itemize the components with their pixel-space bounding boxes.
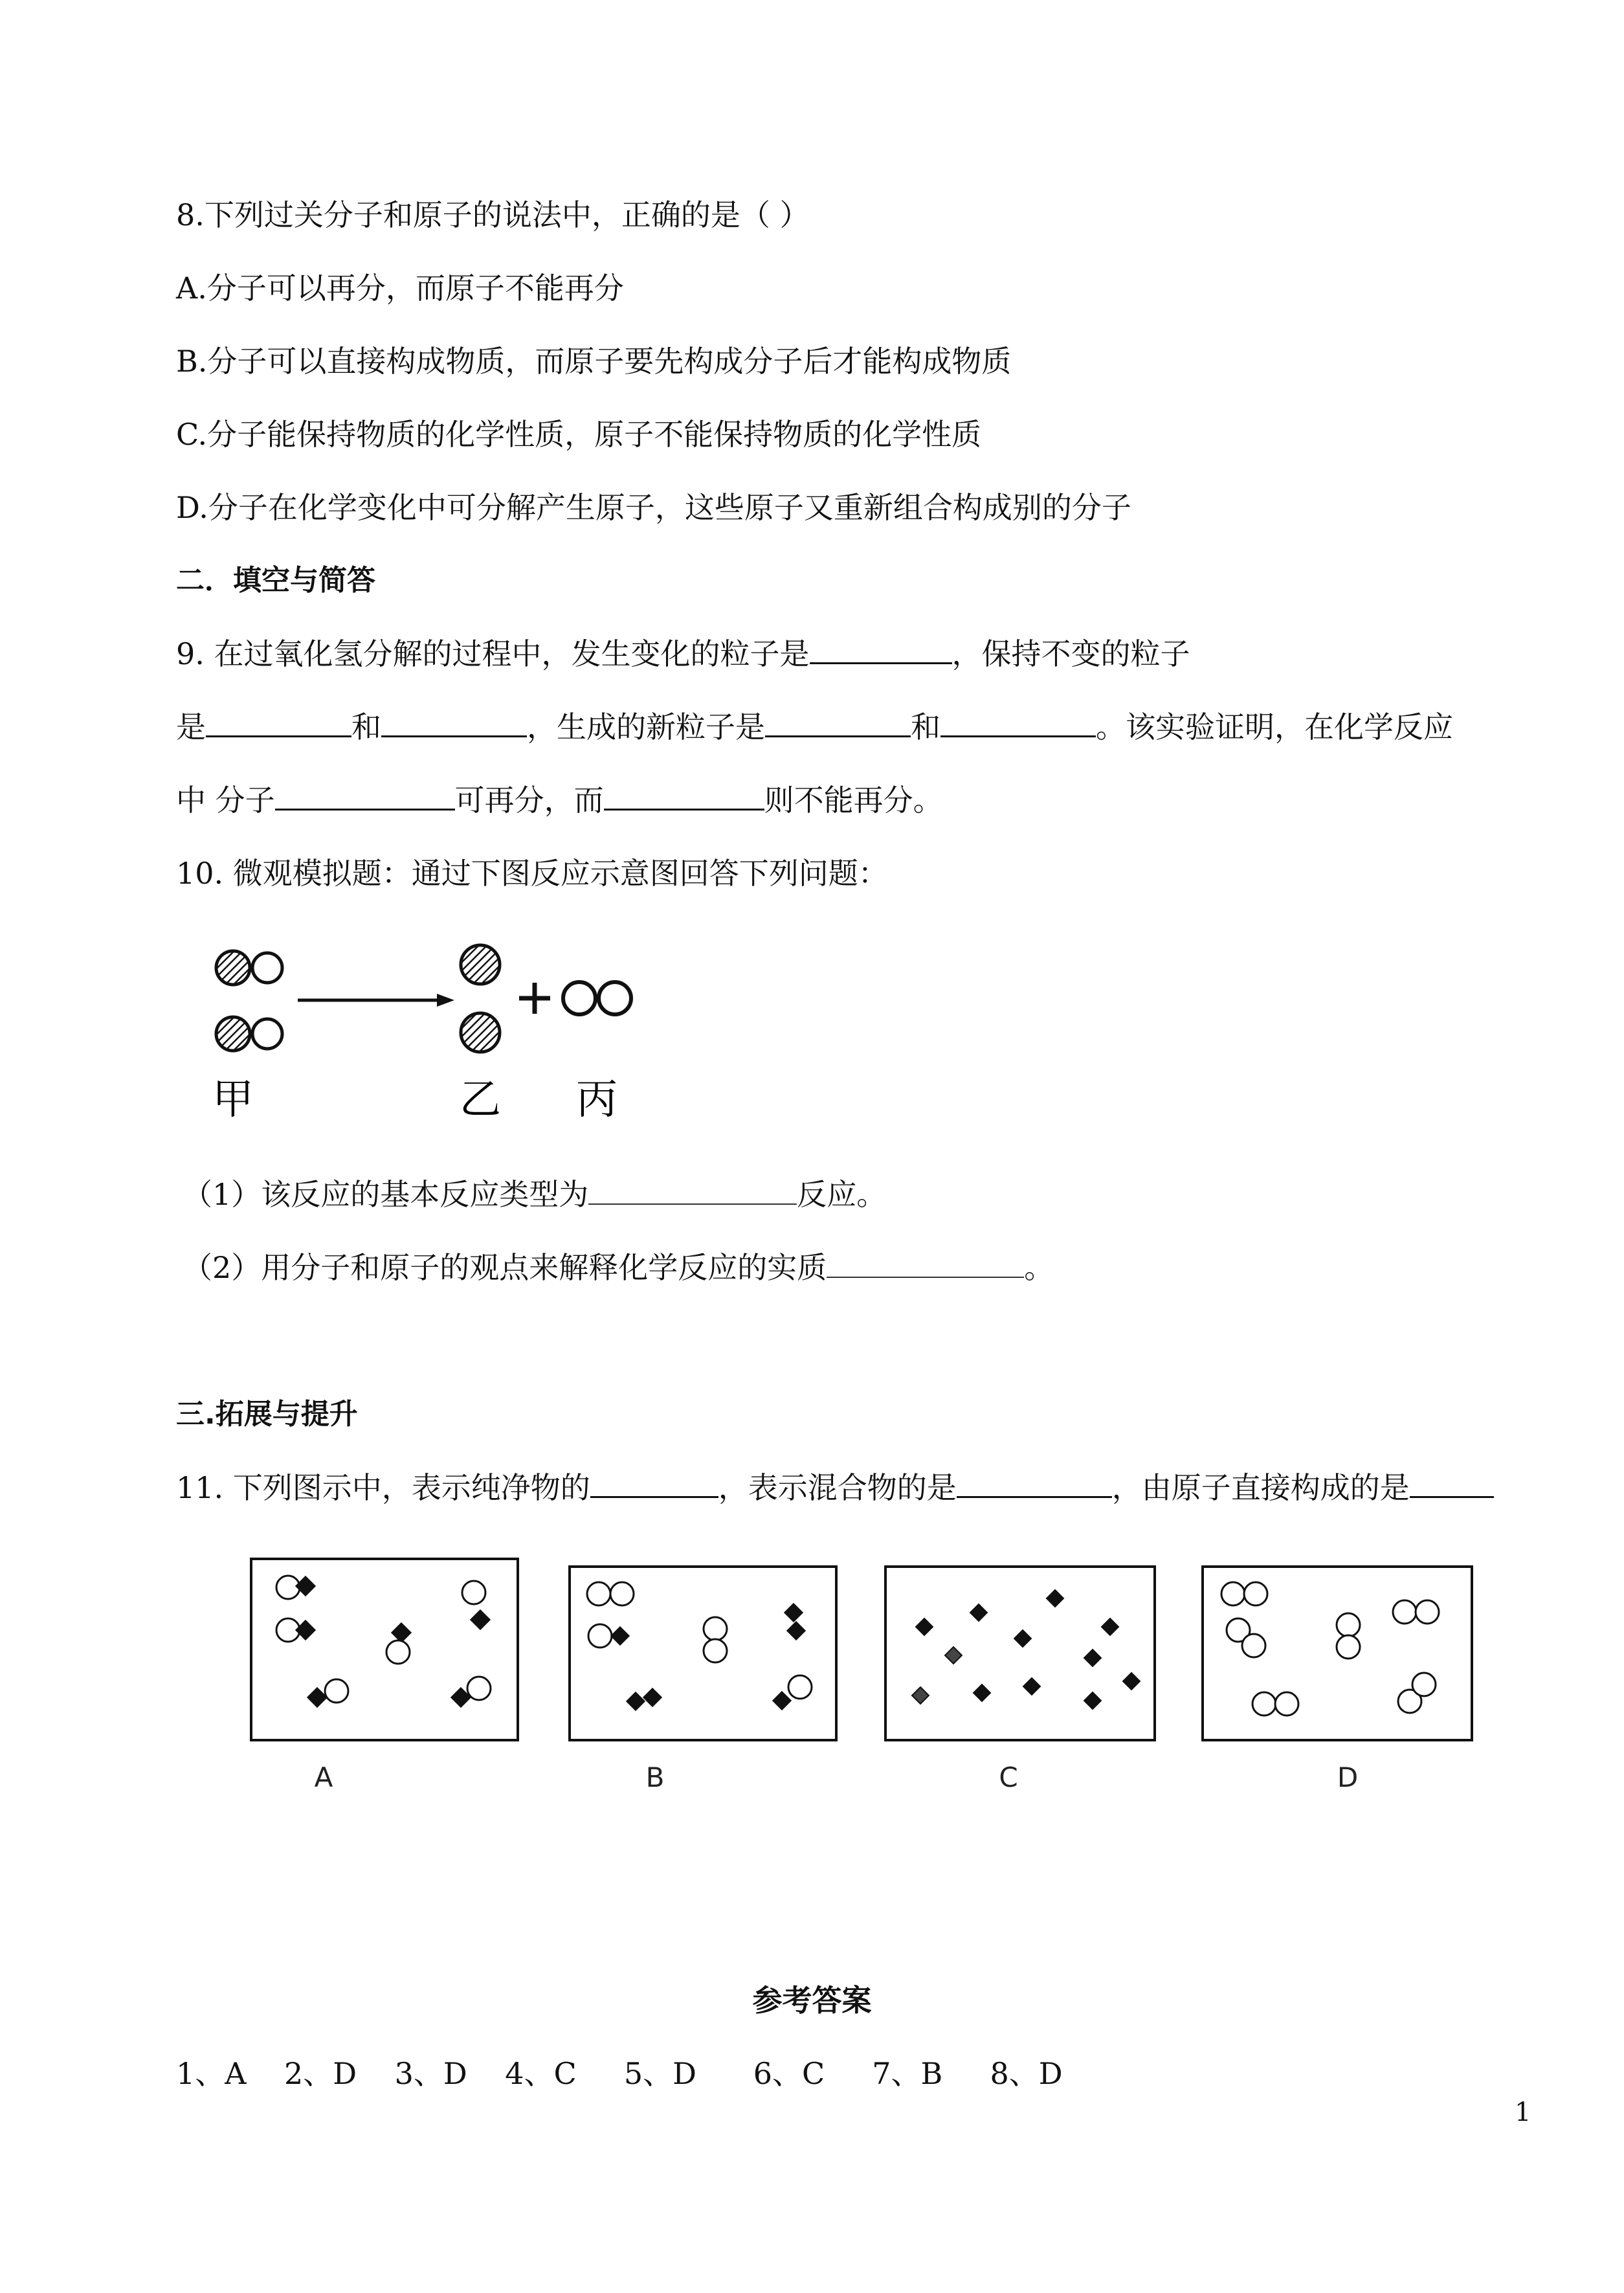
- q8-stem: 8.下列过关分子和原子的说法中，正确的是（ ）: [176, 197, 810, 232]
- q11-blank-3[interactable]: [1410, 1470, 1494, 1498]
- q9-blank-3[interactable]: [381, 710, 527, 737]
- q8-option-b: B.分子可以直接构成物质，而原子要先构成分子后才能构成物质: [176, 344, 1012, 379]
- particle-figures: [239, 1547, 1489, 1800]
- q10-sub2-text-b: 。: [1024, 1250, 1054, 1285]
- box-a-molecules: [276, 1576, 491, 1706]
- section-2-heading: 二．填空与简答: [176, 564, 375, 597]
- label-bing: 丙: [576, 1076, 617, 1124]
- q11-stem: [176, 1468, 1494, 1507]
- q10-blank-2[interactable]: [827, 1251, 1024, 1278]
- q11-blank-1[interactable]: [590, 1470, 718, 1498]
- answers-title: 参考答案: [752, 1983, 872, 2018]
- q9-blank-5[interactable]: [940, 710, 1096, 737]
- figure-label-d: D: [1337, 1762, 1359, 1793]
- q10-sub1-text-b: 反应。: [797, 1177, 887, 1212]
- q9-blank-7[interactable]: [604, 783, 764, 811]
- reactant-molecule-1: [216, 951, 282, 985]
- q9-line-1: [176, 634, 1190, 673]
- q10-sub-1: [183, 1175, 886, 1214]
- q8-option-a: A.分子可以再分，而原子不能再分: [176, 271, 624, 306]
- q9-text-2: ，保持不变的粒子: [951, 636, 1190, 671]
- q9-blank-1[interactable]: [810, 636, 952, 664]
- q8-option-d: D.分子在化学变化中可分解产生原子，这些原子又重新组合构成别的分子: [176, 490, 1131, 525]
- box-d-molecules: [1221, 1582, 1439, 1716]
- q11-text-2: ，表示混合物的是: [718, 1470, 957, 1505]
- q9-blank-2[interactable]: [206, 710, 351, 737]
- box-c-atoms: [912, 1590, 1140, 1709]
- q9-text-1: 9. 在过氧化氢分解的过程中，发生变化的粒子是: [176, 636, 810, 671]
- q8-option-c: C.分子能保持物质的化学性质，原子不能保持物质的化学性质: [176, 417, 982, 452]
- q9-blank-4[interactable]: [765, 710, 911, 737]
- q10-sub1-text-a: （1）该反应的基本反应类型为: [183, 1177, 589, 1212]
- q9-text-9: 可再分，而: [454, 783, 604, 818]
- answers-line: 1、A 2、D 3、D 4、C 5、D 6、C 7、B 8、D: [176, 2056, 1063, 2091]
- q11-blank-2[interactable]: [957, 1470, 1112, 1498]
- plus-sign: [519, 983, 550, 1014]
- reaction-arrow: [298, 994, 454, 1007]
- q9-text-3: 是: [176, 710, 206, 744]
- q9-line-3: [176, 781, 943, 820]
- figure-label-b: B: [645, 1762, 665, 1793]
- q9-text-5: ，生成的新粒子是: [527, 710, 765, 744]
- q10-sub2-text-a: （2）用分子和原子的观点来解释化学反应的实质: [183, 1250, 827, 1285]
- q11-text-3: ，由原子直接构成的是: [1111, 1470, 1410, 1505]
- reactant-molecule-2: [216, 1017, 282, 1051]
- section-3-heading: 三.拓展与提升: [176, 1398, 358, 1431]
- figure-label-c: C: [999, 1762, 1018, 1793]
- q10-sub-2: [183, 1248, 1054, 1287]
- box-c: [885, 1567, 1155, 1740]
- q9-text-4: 和: [351, 710, 381, 744]
- label-yi: 乙: [460, 1076, 501, 1124]
- box-b-molecules: [587, 1582, 812, 1710]
- product-molecule: [563, 982, 631, 1014]
- label-jia: 甲: [212, 1076, 254, 1124]
- q9-blank-6[interactable]: [275, 783, 455, 811]
- product-atom-1: [461, 945, 500, 984]
- q9-text-7: 。该实验证明，在化学反应: [1096, 710, 1453, 744]
- q9-text-8: 中 分子: [176, 783, 275, 818]
- q10-stem: 10. 微观模拟题：通过下图反应示意图回答下列问题：: [176, 856, 888, 891]
- q9-line-2: [176, 708, 1453, 746]
- q9-text-6: 和: [911, 710, 940, 744]
- product-atom-2: [461, 1013, 500, 1052]
- q9-text-10: 则不能再分。: [764, 783, 943, 818]
- q10-blank-1[interactable]: [588, 1178, 797, 1205]
- q11-text-1: 11. 下列图示中，表示纯净物的: [176, 1470, 590, 1505]
- reaction-diagram: [201, 926, 667, 1126]
- page-number: 1: [1515, 2097, 1531, 2127]
- figure-label-a: A: [314, 1762, 333, 1793]
